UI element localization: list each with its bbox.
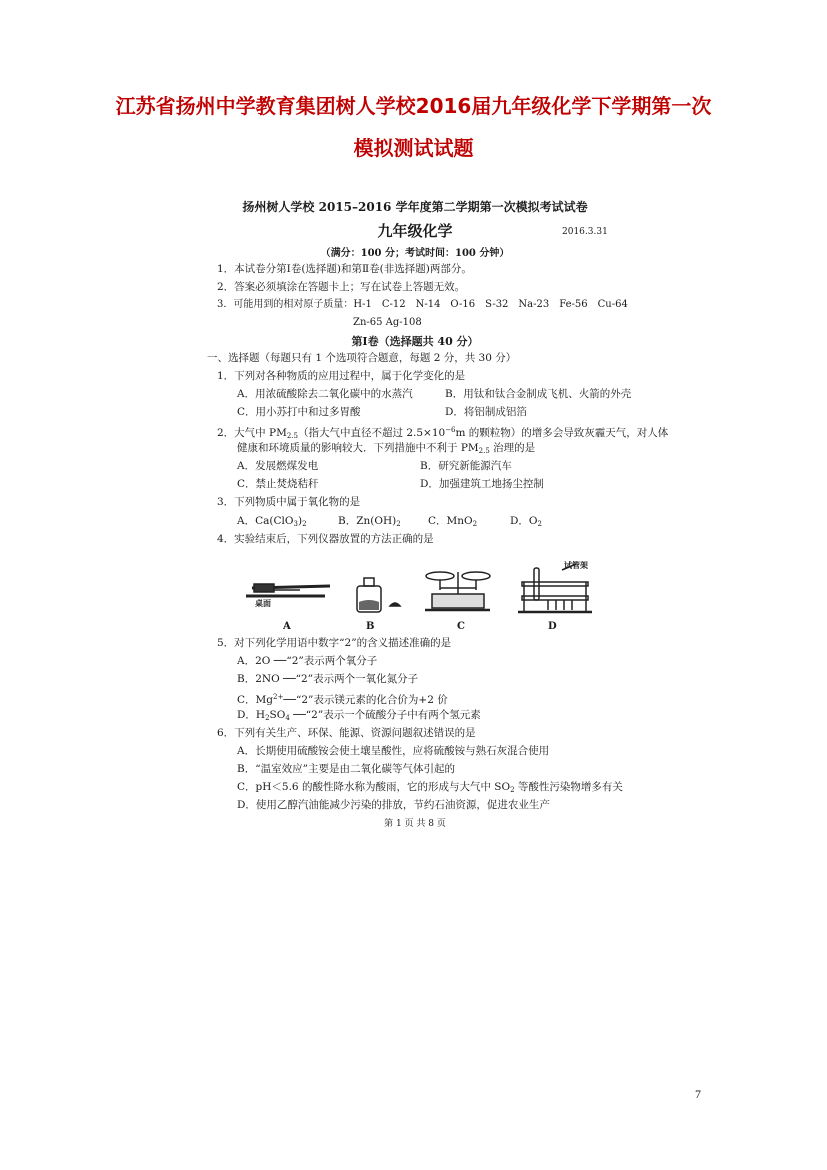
q5-option-d: D．$H_2SO_4$ ──“2”表示一个硫酸分子中有两个氢元素 [237,709,481,722]
exam-date: 2016.3.31 [562,227,608,237]
page-number: 7 [695,1087,701,1101]
q1-option-c: C．用小苏打中和过多胃酸 [237,406,361,418]
note-3-cont: Zn-65 Ag-108 [353,317,422,328]
q3-option-c: C．MnO$_2$ [428,515,478,528]
q4-caption-a: A [283,621,291,632]
document-title-line2: 模拟测试试题 [353,136,474,160]
q4-caption-b: B [366,621,375,632]
q3-option-b: B．$Zn(OH)_2$ [338,515,401,528]
exam-page-footer: 第 1 页 共 8 页 [384,819,446,829]
part1-heading: 一、选择题（每题只有 1 个选项符合题意，每题 2 分，共 30 分） [207,352,517,364]
q2-stem-cont: 健康和环境质量的影响较大．下列措施中不利于 $PM_{2.5}$ 治理的是 [237,442,536,455]
q6-stem: 6．下列有关生产、环保、能源、资源问题叙述错误的是 [217,727,476,739]
q2-stem: 2．大气中 $PM_{2.5}$（指大气中直径不超过 $2.5\times 10^{-6}m$ 的颗粒物）的增多会导致灰霾天气，对人体 [217,426,669,440]
document-title-line1: 江苏省扬州中学教育集团树人学校2016届九年级化学下学期第一次 [115,94,712,118]
q3-option-a: A．$Ca(ClO_3)_2$ [237,515,307,528]
section-title: 第Ⅰ卷（选择题共 40 分） [351,335,479,348]
q4-caption-d: D [548,621,557,632]
q5-option-c: C．$Mg^{2+}──“2$”表示镁元素的化合价为+2 价 [237,693,448,706]
q1-option-b: B．用钛和钛合金制成飞机、火箭的外壳 [445,388,632,400]
q4-apparatus-figure [240,560,610,618]
q3-option-d: D．$O_2$ [510,515,542,528]
q4-caption-c: C [457,621,465,632]
q5-option-a: A．2O ──“2”表示两个氧分子 [237,655,378,667]
apparatus-d-test-tube-rack [518,564,592,612]
apparatus-a-dropper-on-desk [246,584,330,596]
apparatus-c-balance [425,572,490,610]
q1-option-d: D．将铝制成铝箔 [445,406,527,418]
q4-label-desk: 桌面 [255,598,271,608]
q6-option-d: D．使用乙醇汽油能减少污染的排放，节约石油资源，促进农业生产 [237,799,550,811]
q6-option-c: C．pH＜5.6 的酸性降水称为酸雨，它的形成与大气中 $SO_2$ 等酸性污染物增多有关 [237,781,623,794]
q4-stem: 4．实验结束后，下列仪器放置的方法正确的是 [217,533,434,545]
note-2: 2．答案必须填涂在答题卡上；写在试卷上答题无效。 [217,281,466,293]
note-3: 3．可能用到的相对原子质量：H-1 C-12 N-14 O-16 S-32 Na-23 Fe-56 Cu-64 [217,299,628,310]
q6-option-b: B．“温室效应”主要是由二氧化碳等气体引起的 [237,763,455,775]
q2-option-b: B．研究新能源汽车 [420,460,512,472]
q5-option-b: B．2NO ──“2”表示两个一氧化氮分子 [237,673,419,685]
q6-option-a: A．长期使用硫酸铵会使土壤呈酸性，应将硫酸铵与熟石灰混合使用 [237,745,550,757]
q3-stem: 3．下列物质中属于氧化物的是 [217,496,361,508]
note-1: 1．本试卷分第Ⅰ卷(选择题)和第Ⅱ卷(非选择题)两部分。 [217,263,472,275]
q4-label-rack: 试管架 [564,560,588,570]
exam-subject: 九年级化学 [377,222,453,240]
exam-header: 扬州树人学校 2015–2016 学年度第二学期第一次模拟考试试卷 [242,200,588,214]
q2-option-d: D．加强建筑工地扬尘控制 [420,478,544,490]
q1-option-a: A．用浓硫酸除去二氧化碳中的水蒸汽 [237,388,413,400]
q1-stem: 1．下列对各种物质的应用过程中，属于化学变化的是 [217,370,466,382]
q2-option-c: C．禁止焚烧秸秆 [237,478,319,490]
q5-stem: 5．对下列化学用语中数字“2”的含义描述准确的是 [217,637,452,649]
q2-option-a: A．发展燃煤发电 [237,460,319,472]
exam-meta: （满分：100 分；考试时间：100 分钟） [320,248,510,259]
apparatus-b-reagent-bottle [357,578,400,612]
